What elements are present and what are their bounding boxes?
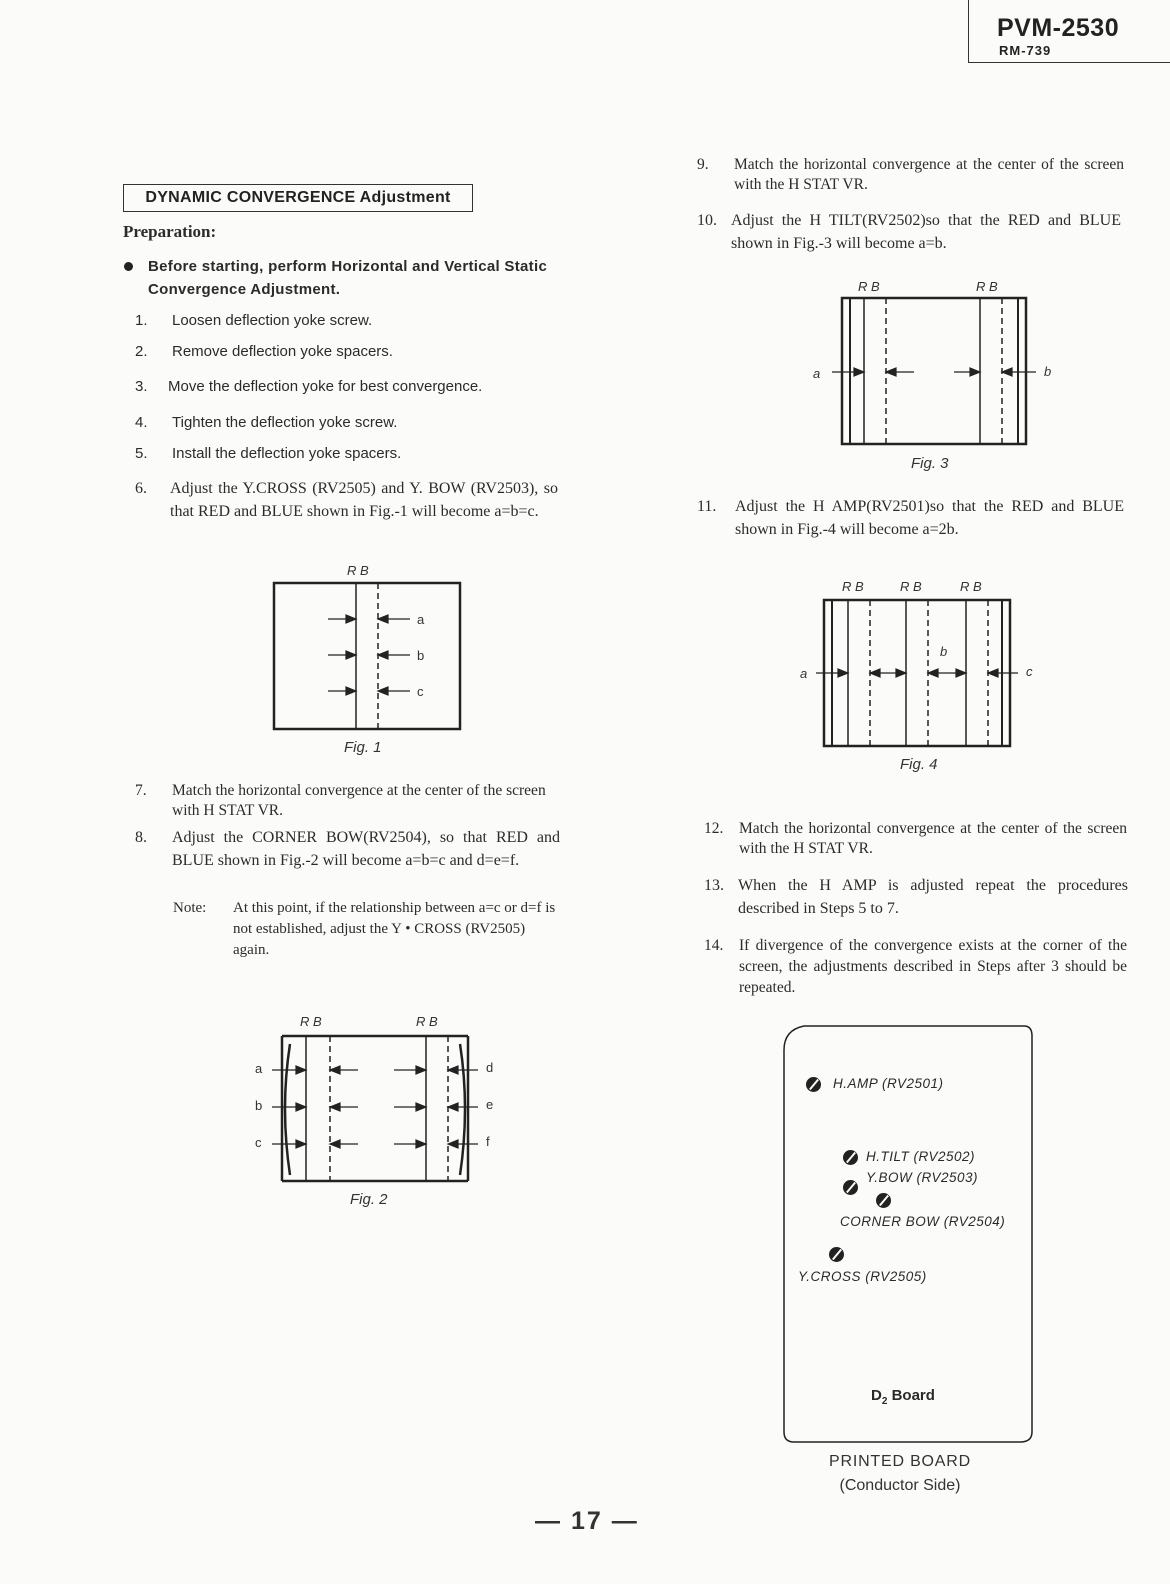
- fig1-rb-label: R B: [347, 563, 369, 578]
- fig2-rb-left: R B: [300, 1014, 322, 1029]
- step-text: Loosen deflection yoke screw.: [172, 312, 373, 329]
- step-number: 4.: [135, 414, 148, 431]
- figure-4: [790, 574, 1050, 752]
- fig4-label-a: a: [800, 666, 808, 681]
- fig2-caption: Fig. 2: [350, 1191, 388, 1208]
- fig4-screen-frame: [824, 600, 1010, 746]
- fig2-label-c: c: [255, 1135, 262, 1150]
- note: [173, 898, 573, 958]
- model-number: PVM-2530: [997, 14, 1120, 42]
- step-number: 11.: [697, 498, 717, 515]
- preparation-bullet: [123, 255, 563, 301]
- step-number: 9.: [697, 156, 709, 173]
- step-text: Remove deflection yoke spacers.: [172, 343, 393, 360]
- board-name-sub: 2: [881, 1396, 888, 1407]
- step-text: Match the horizontal convergence at the center of the screen with H STAT VR.: [172, 782, 546, 819]
- figure-2: [248, 1010, 508, 1190]
- fig3-arrows: [832, 368, 1036, 376]
- figure-1: [260, 558, 480, 738]
- fig4-label-c: c: [1026, 664, 1033, 679]
- fig4-rb-2: R B: [900, 579, 922, 594]
- preparation-label: Preparation:: [123, 222, 217, 241]
- y-bow-label: Y.BOW (RV2503): [866, 1170, 979, 1185]
- preparation-text: Before starting, perform Horizontal and Vertical Static Convergence Adjustment.: [148, 258, 548, 298]
- fig3-label-b: b: [1044, 364, 1052, 379]
- fig2-label-f: f: [486, 1134, 490, 1149]
- step-text: Adjust the H TILT(RV2502)so that the RED and BLUE shown in Fig.-3 will become a=b.: [731, 212, 1121, 252]
- fig4-label-b: b: [940, 644, 948, 659]
- step-text: Install the deflection yoke spacers.: [172, 445, 402, 462]
- step-number: 10.: [697, 212, 717, 229]
- fig2-label-a: a: [255, 1061, 263, 1076]
- y-bow-pot-icon: [843, 1180, 858, 1195]
- step-number: 2.: [135, 343, 148, 360]
- step-number: 12.: [704, 820, 724, 837]
- fig2-label-e: e: [486, 1097, 494, 1112]
- note-text: At this point, if the relationship between a=c or d=f is not established, adjust the Y • CROSS (RV2505) again.: [233, 900, 556, 958]
- fig1-arrow-b: [328, 651, 410, 659]
- step-number: 3.: [135, 378, 148, 395]
- step-text: Match the horizontal convergence at the center of the screen with the H STAT VR.: [739, 820, 1127, 857]
- y-cross-pot-icon: [829, 1247, 844, 1262]
- corner-bow-pot-icon: [876, 1193, 891, 1208]
- board-name: [871, 1387, 935, 1407]
- step-text: If divergence of the convergence exists at the corner of the screen, the adjustments described in Steps after 3 should be repeated.: [739, 937, 1127, 996]
- fig1-arrow-a: [328, 615, 410, 623]
- corner-bow-label: CORNER BOW (RV2504): [840, 1214, 1006, 1229]
- fig2-screen-frame: [282, 1036, 468, 1181]
- fig1-caption: Fig. 1: [344, 739, 382, 756]
- fig3-caption: Fig. 3: [911, 455, 949, 472]
- fig3-screen-frame: [842, 298, 1026, 444]
- h-tilt-pot-icon: [843, 1150, 858, 1165]
- fig4-caption: Fig. 4: [900, 756, 938, 773]
- board-name-prefix: D: [871, 1387, 882, 1404]
- step-number: 13.: [704, 877, 724, 894]
- figure-3: [810, 276, 1060, 454]
- step-number: 1.: [135, 312, 148, 329]
- step-text: Adjust the CORNER BOW(RV2504), so that RED and BLUE shown in Fig.-2 will become a=b=c and d=e=f.: [172, 829, 560, 869]
- fig1-label-b: b: [417, 648, 425, 663]
- step-text: Adjust the H AMP(RV2501)so that the RED and BLUE shown in Fig.-4 will become a=2b.: [735, 498, 1124, 538]
- step-number: 7.: [135, 782, 147, 799]
- step-number: 14.: [704, 937, 724, 954]
- board-caption-line2: (Conductor Side): [839, 1477, 961, 1494]
- step-number: 5.: [135, 445, 148, 462]
- step-text: Tighten the deflection yoke screw.: [172, 414, 398, 431]
- fig1-label-c: c: [417, 684, 424, 699]
- fig2-arrows: [272, 1066, 478, 1148]
- board-caption-line1: PRINTED BOARD: [829, 1453, 971, 1470]
- step-text: Match the horizontal convergence at the center of the screen with the H STAT VR.: [734, 156, 1124, 193]
- section-title: DYNAMIC CONVERGENCE Adjustment: [123, 184, 473, 212]
- fig1-label-a: a: [417, 612, 425, 627]
- step-text: Move the deflection yoke for best convergence.: [168, 378, 483, 395]
- step-text: When the H AMP is adjusted repeat the procedures described in Steps 5 to 7.: [738, 877, 1128, 917]
- step-text: Adjust the Y.CROSS (RV2505) and Y. BOW (RV2503), so that RED and BLUE shown in Fig.-1 will become a=b=c.: [170, 480, 558, 520]
- y-cross-label: Y.CROSS (RV2505): [798, 1269, 927, 1284]
- h-amp-label: H.AMP (RV2501): [833, 1076, 944, 1091]
- fig2-rb-right: R B: [416, 1014, 438, 1029]
- board-name-suffix: Board: [887, 1387, 935, 1404]
- fig4-rb-3: R B: [960, 579, 982, 594]
- fig3-rb-left: R B: [858, 279, 880, 294]
- h-tilt-label: H.TILT (RV2502): [866, 1149, 976, 1164]
- board-caption: [780, 1450, 1020, 1498]
- note-label: Note:: [173, 900, 207, 916]
- page-number: — 17 —: [535, 1507, 639, 1535]
- fig2-label-b: b: [255, 1098, 263, 1113]
- fig4-rb-1: R B: [842, 579, 864, 594]
- step-number: 8.: [135, 829, 147, 846]
- bullet-dot-icon: [124, 262, 133, 271]
- step-number: 6.: [135, 480, 147, 497]
- fig2-label-d: d: [486, 1060, 494, 1075]
- fig3-rb-right: R B: [976, 279, 998, 294]
- fig3-label-a: a: [813, 366, 821, 381]
- sub-model-number: RM-739: [999, 43, 1052, 58]
- fig1-screen-frame: [274, 583, 460, 729]
- h-amp-pot-icon: [806, 1077, 821, 1092]
- fig1-arrow-c: [328, 687, 410, 695]
